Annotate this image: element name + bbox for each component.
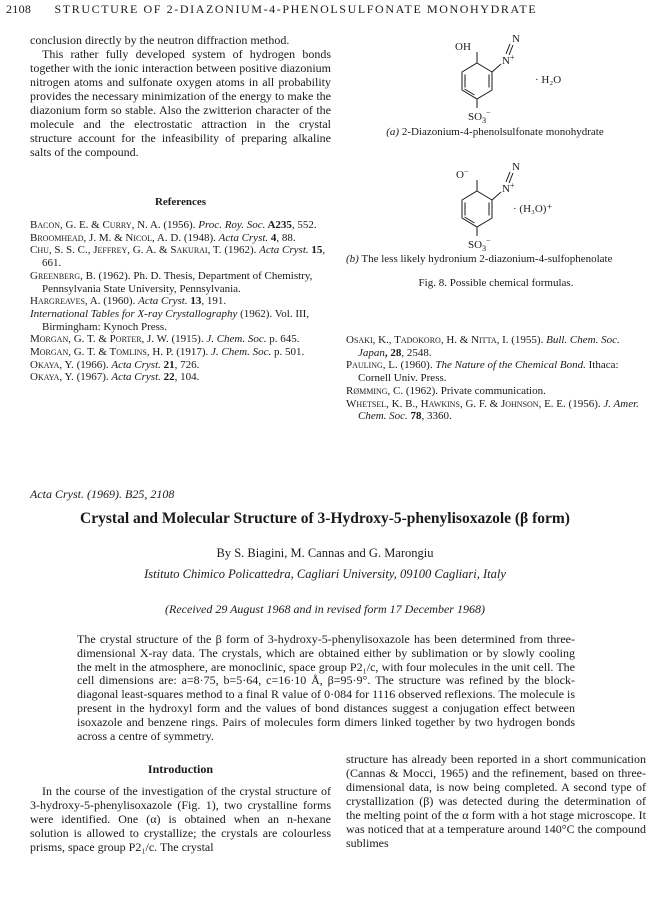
section-heading-introduction: Introduction [147, 762, 214, 776]
reference-item: Morgan, G. T. & Porter, J. W. (1915). J. Chem. Soc. p. 645. [30, 333, 300, 346]
svg-text:N: N [512, 161, 520, 173]
reference-item: Morgan, G. T. & Tomlins, H. P. (1917). J. Chem. Soc. p. 501. [30, 346, 305, 359]
references-heading: References [154, 196, 207, 208]
reference-item: Pauling, L. (1960). The Nature of the Chemical Bond. Ithaca: Cornell Univ. Press. [346, 359, 619, 385]
article-authors: By S. Biagini, M. Cannas and G. Marongiu [216, 546, 434, 560]
reference-item: International Tables for X-ray Crystallography (1962). Vol. III, Birmingham: Kynoch Press. [30, 307, 310, 333]
svg-text:SO3−: $SO_3^-$ [468, 236, 491, 253]
references-list-left [30, 219, 331, 384]
article-title: Crystal and Molecular Structure of 3-Hydroxy-5-phenylisoxazole (β form) [80, 510, 570, 527]
reference-item: Broomhead, J. M. & Nicol, A. D. (1948). Acta Cryst. 4, 88. [30, 231, 296, 244]
reference-item: Whetsel, K. B., Hawkins, G. F. & Johnson, E. E. (1956). J. Amer. Chem. Soc. 78, 3360. [346, 397, 639, 423]
article-citation: Acta Cryst. (1969). B25, 2108 [30, 487, 175, 501]
reference-item: Okaya, Y. (1966). Acta Cryst. 21, 726. [30, 358, 200, 371]
formula-a-caption: (a) 2-Diazonium-4-phenolsulfonate monohydrate [386, 126, 604, 138]
reference-item: Chu, S. S. C., Jeffrey, G. A. & Sakurai, T. (1962). Acta Cryst. 15, 661. [30, 244, 326, 270]
svg-text:N+: N+ [502, 181, 515, 195]
introduction-left: In the course of the investigation of the crystal structure of 3-hydroxy-5-phenylisoxazole (Fig. 1), two crystalline forms were identified. One (α) is obtained when an n-hexane solution is allowed to crystallize; the crystals are colourless prisms, space group P2₁/c. The crystal [30, 784, 331, 854]
reference-item: Osaki, K., Tadokoro, H. & Nitta, I. (1955). Bull. Chem. Soc. Japan, 28, 2548. [346, 334, 620, 359]
reference-item: Rømming, C. (1962). Private communication. [346, 384, 546, 397]
introduction-right: structure has already been reported in a short communication (Cannas & Mocci, 1965) and the refinement, based on three-dimensional data, is now being completed. A second type of crystallization (β) was detected during the determination of the melting point of the α form with a hot stage microscope. It was noticed that at a temperature around 140°C the compound sublimes [346, 752, 646, 850]
svg-text:· H₂O: · H₂O [535, 74, 562, 86]
chemical-formula-b [425, 158, 645, 253]
page-number: 2108 [6, 2, 32, 16]
reference-item: Hargreaves, A. (1960). Acta Cryst. 13, 191. [30, 295, 227, 308]
formula-b-structure [425, 158, 645, 253]
article-institution: Istituto Chimico Policattedra, Cagliari University, 09100 Cagliari, Italy [144, 567, 506, 581]
svg-text:· (H₃O)⁺: · (H₃O)⁺ [513, 203, 553, 215]
chemical-formula-a [425, 30, 645, 125]
figure-caption: Fig. 8. Possible chemical formulas. [418, 277, 574, 289]
reference-item: Bacon, G. E. & Curry, N. A. (1956). Proc. Roy. Soc. A235, 552. [30, 219, 317, 231]
received-date: (Received 29 August 1968 and in revised form 17 December 1968) [165, 602, 485, 616]
running-header [6, 2, 537, 17]
svg-text:N+: N+ [502, 53, 515, 67]
formula-b-caption: (b) The less likely hydronium 2-diazonium-4-sulfophenolate [346, 253, 613, 265]
reference-item: Okaya, Y. (1967). Acta Cryst. 22, 104. [30, 371, 200, 384]
reference-item: Greenberg, B. (1962). Ph. D. Thesis, Department of Chemistry, Pennsylvania State University, Pennsylvania. [30, 269, 313, 295]
left-column-text [30, 33, 331, 159]
references-list-right [346, 334, 646, 423]
paragraph: conclusion directly by the neutron diffraction method. [30, 33, 290, 47]
svg-text:N: N [512, 33, 520, 45]
abstract: The crystal structure of the β form of 3-hydroxy-5-phenylisoxazole has been determined from three-dimensional X-ray data. The crystals, which are obtained either by sublimation or by slowly cooling the melt in the atmosphere, are monoclinic, space group P2₁/c, with four molecules in the unit cell. The cell dimensions are: a=8·75, b=5·64, c=16·10 Å, β=95·9°. The structure was refined by the block-diagonal least-squares method to a final R value of 0·084 for 1116 observed reflexions. The molecule is present in the hydroxyl form and the values of bond distances suggest a conjugation effect between isoxazole and benzene rings. Pairs of molecules form dimers linked together by two hydrogen bonds across a centre of symmetry. [77, 632, 575, 743]
paragraph: This rather fully developed system of hydrogen bonds together with the ionic interaction between positive diazonium nitrogen atoms and sulfonate oxygen atoms in all probability provides the necessary minimization of the energy to make the diazonium form so stable. Also the zwitterion character of the molecule and the electrostatic attraction in the crystal structure account for the infeasibility of preparing alkaline salts of the compound. [30, 47, 331, 159]
svg-text:OH: OH [455, 41, 471, 53]
svg-text:SO3−: $SO_3^-$ [468, 108, 491, 125]
formula-a-structure [425, 30, 645, 125]
svg-text:O−: O− [456, 167, 469, 181]
running-title: STRUCTURE OF 2-DIAZONIUM-4-PHENOLSULFONATE MONOHYDRATE [54, 2, 538, 16]
